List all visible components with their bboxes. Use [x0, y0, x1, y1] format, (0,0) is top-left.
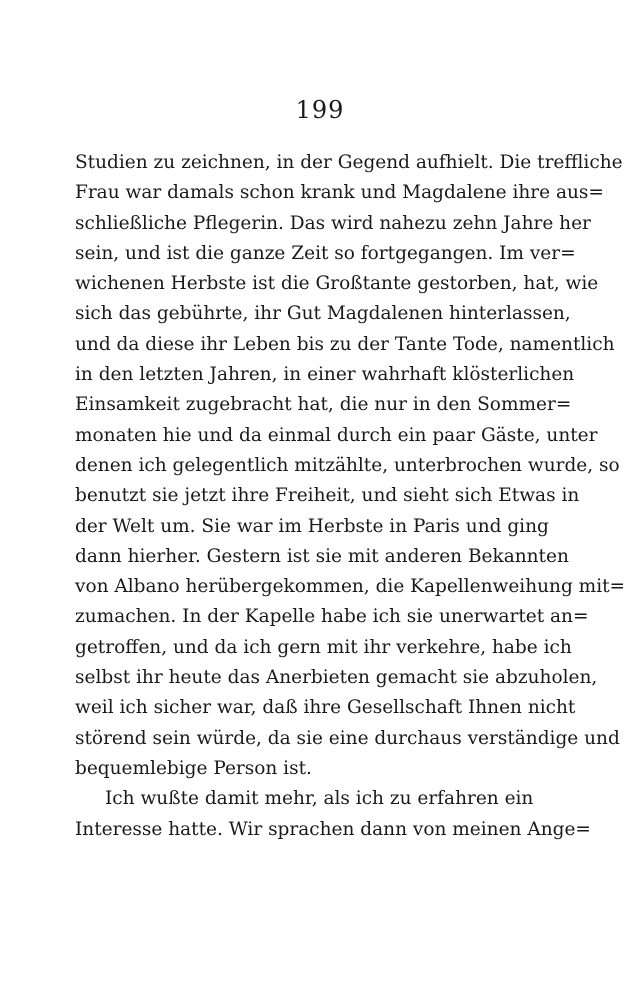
text-line: wichenen Herbste ist die Großtante gestorben, hat, wie: [75, 273, 599, 295]
text-line: dann hierher. Gestern ist sie mit anderen Bekannten: [75, 545, 569, 567]
text-line: Frau war damals schon krank und Magdalene ihre aus=: [75, 182, 604, 204]
text-line: störend sein würde, da sie eine durchaus verständige und: [75, 727, 620, 749]
text-line: weil ich sicher war, daß ihre Gesellschaft Ihnen nicht: [75, 697, 576, 719]
text-line: monaten hie und da einmal durch ein paar Gäste, unter: [75, 424, 598, 446]
text-line: Ich wußte damit mehr, als ich zu erfahren ein: [105, 788, 534, 810]
text-line: sein, und ist die ganze Zeit so fortgegangen. Im ver=: [75, 242, 576, 264]
text-line: bequemlebige Person ist.: [75, 757, 312, 779]
page-number: 199: [295, 96, 345, 124]
text-line: denen ich gelegentlich mitzählte, unterbrochen wurde, so: [75, 454, 620, 476]
text-line: der Welt um. Sie war im Herbste in Paris und ging: [75, 515, 549, 537]
text-line: selbst ihr heute das Anerbieten gemacht sie abzuholen,: [75, 667, 598, 689]
text-line: schließliche Pflegerin. Das wird nahezu zehn Jahre her: [75, 212, 591, 234]
text-line: Interesse hatte. Wir sprachen dann von meinen Ange=: [75, 818, 591, 840]
text-line: zumachen. In der Kapelle habe ich sie unerwartet an=: [75, 606, 589, 628]
text-line: von Albano herübergekommen, die Kapellenweihung mit=: [75, 576, 626, 598]
text-line: getroffen, und da ich gern mit ihr verkehre, habe ich: [75, 636, 572, 658]
text-line: und da diese ihr Leben bis zu der Tante Tode, namentlich: [75, 333, 615, 355]
body-text: [75, 148, 626, 845]
text-line: Studien zu zeichnen, in der Gegend aufhielt. Die treffliche: [75, 152, 623, 173]
text-line: in den letzten Jahren, in einer wahrhaft klösterlichen: [75, 364, 575, 386]
text-line: Einsamkeit zugebracht hat, die nur in den Sommer=: [75, 394, 572, 416]
text-line: sich das gebührte, ihr Gut Magdalenen hinterlassen,: [75, 303, 571, 325]
text-line: benutzt sie jetzt ihre Freiheit, und sieht sich Etwas in: [75, 485, 580, 507]
